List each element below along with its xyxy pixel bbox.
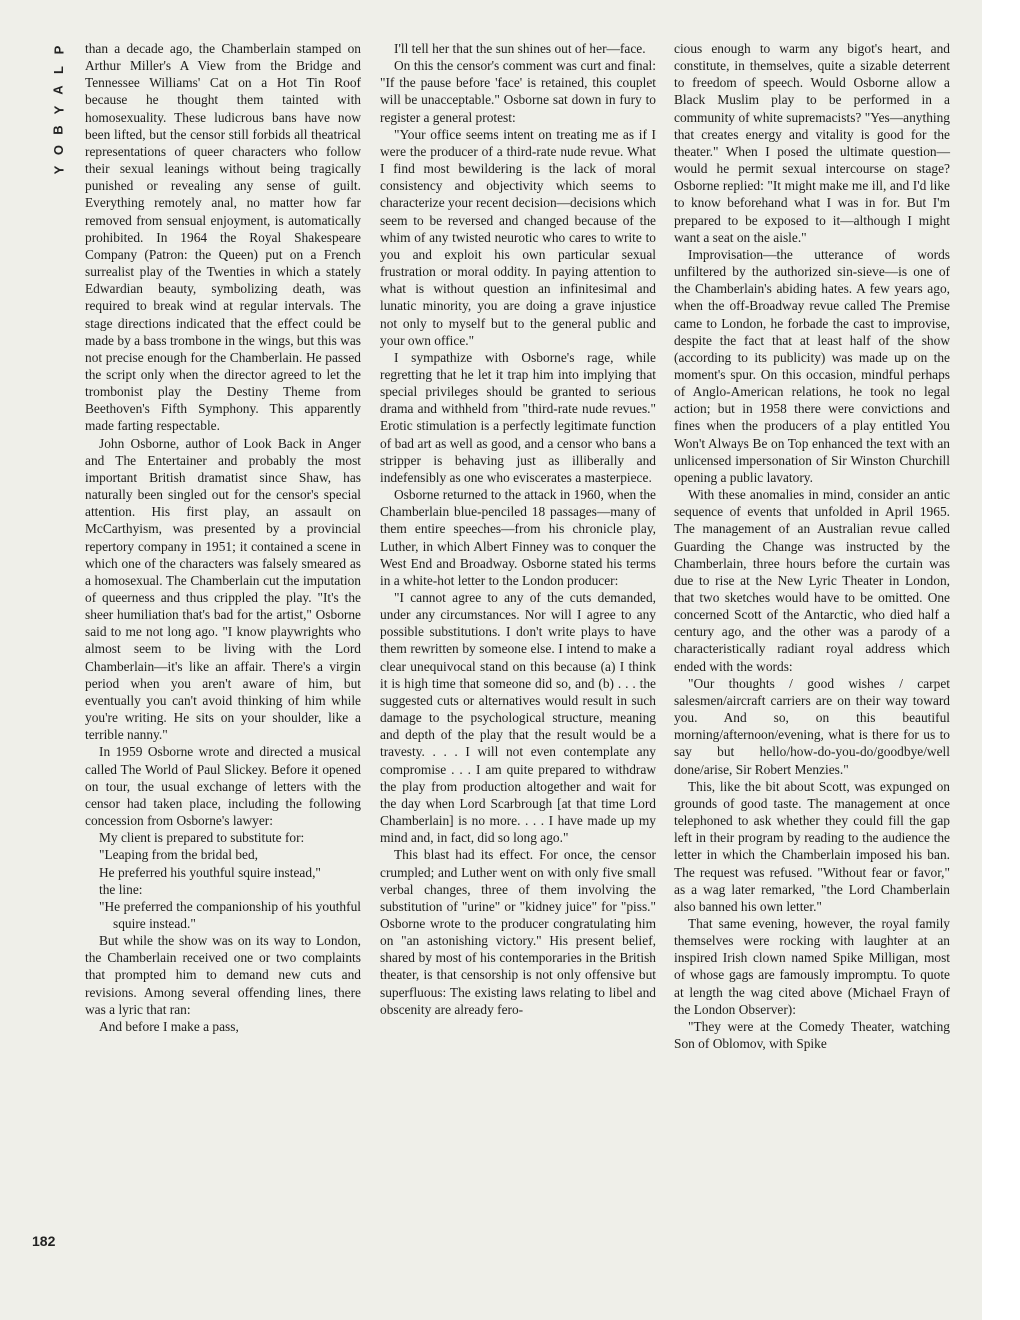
masthead-letter: Y: [50, 165, 66, 175]
paragraph: Osborne returned to the attack in 1960, when the Chamberlain blue-penciled 18 passages—many of them entire speeches—from his chronicle play, Luther, in which Albert Finney was to conquer the West End and Broadway. Osborne stated his terms in a white-hot letter to the London producer:: [380, 487, 656, 588]
masthead-letter: A: [50, 85, 66, 95]
paragraph: "He preferred the companionship of his youthful squire instead.": [99, 898, 361, 931]
paragraph: On this the censor's comment was curt and final: "If the pause before 'face' is retained, this couplet will be unacceptable." Osborne sat down in fury to register a general protest:: [380, 58, 656, 125]
paragraph: Improvisation—the utterance of words unfiltered by the authorized sin-sieve—is one of the Chamberlain's abiding hates. A few years ago, when the off-Broadway revue called The Premise came to London, he forbade the cast to improvise, despite the fact that at least half of the show (according to its publicity) was made up on the moment's spur. On this occasion, mindful perhaps of Anglo-American relations, he took no legal action; but in 1958 there were convictions and fines when the producers of a play entitled You Won't Always Be on Top enhanced the text with an unlicensed impersonation of Sir Winston Churchill opening a public lavatory.: [674, 246, 950, 485]
masthead-letter: O: [51, 144, 66, 156]
paragraph: "Leaping from the bridal bed,: [99, 847, 259, 863]
masthead-letter: P: [50, 45, 66, 55]
paragraph: "Our thoughts / good wishes / carpet salesmen/aircraft carriers are on their way toward you. And so, on this beautiful morning/afternoon/evening, what is there for us to say but hello/how-do-you-do/goodbye/well done/arise, Sir Robert Menzies.": [674, 675, 950, 777]
paragraph: "I cannot agree to any of the cuts demanded, under any circumstances. Nor will I agree to any possible substitutions. I don't write plays to have them rewritten by someone else. I intend to make a clear unequivocal stand on this because (a) I think it is high time that someone did so, and (b) . . . the suggested cuts or alternatives would result in such damage to the psychological structure, meaning and depth of the play that the result would be a travesty. . . . I will not even contemplate any compromise . . . I am quite prepared to withdraw the play from production altogether and wait for the day when Lord Scarbrough [at that time Lord Chamberlain] is no more. . . . I have made up my mind and, in fact, did so long ago.": [380, 590, 656, 846]
masthead-letter: L: [50, 66, 66, 74]
masthead-letter: Y: [50, 105, 66, 115]
paragraph: This, like the bit about Scott, was expunged on grounds of good taste. The management at once telephoned to ask whether they could fill the gap left in their program by reading to the audience the letter in which the Chamberlain imposed his ban. The request was refused. "Without fear or favor," as a wag later remarked, "the Lord Chamberlain also banned his own letter.": [674, 778, 950, 914]
paragraph: I'll tell her that the sun shines out of her—face.: [394, 41, 646, 56]
text-column-1: [85, 40, 361, 1035]
masthead-vertical: [48, 40, 70, 180]
paragraph: This blast had its effect. For once, the censor crumpled; and Luther went on with only five small verbal changes, three of them involving the substitution of "urine" or "kidney juice" for "piss." Osborne wrote to the producer congratulating him on "an astonishing victory." His present belief, shared by most of his contemporaries in the British theater, is that censorship is not only offensive but superfluous: The existing laws relating to libel and obscenity are already fero-: [380, 847, 656, 1017]
text-column-2: [380, 40, 656, 1018]
paragraph: than a decade ago, the Chamberlain stamped on Arthur Miller's A View from the Bridge and Tennessee Williams' Cat on a Hot Tin Roof because he thought them tainted with homosexuality. These ludicrous bans have now been lifted, but the censor still forbids all theatrical representations of queer characters who follow their sexual leanings without being tragically punished or revealing any sense of guilt. Everything remotely anal, no matter how far removed from sensual enjoyment, is automatically prohibited. In 1964 the Royal Shakespeare Company (Patron: the Queen) put on a French surrealist play of the Twenties in which a stately Edwardian beauty, symbolizing death, was required to break wind at regular intervals. The stage directions indicated that the effect could be made by a bass trombone in the wings, but this was not precise enough for the Chamberlain. He passed the script only when the director agreed to let the trombonist play the Destiny Theme from Beethoven's Fifth Symphony. This apparently made farting respectable.: [85, 41, 361, 434]
paragraph: the line:: [99, 881, 143, 897]
paragraph: That same evening, however, the royal family themselves were rocking with laughter at an inspired Irish clown named Spike Milligan, most of whose gags are famously impromptu. To quote at length the wag cited above (Michael Frayn of the London Observer):: [674, 915, 950, 1017]
paragraph: "Your office seems intent on treating me as if I were the producer of a third-rate nude revue. What I find most bewildering is the lack of moral consistency and objectivity which seems to characterize your recent decision—decisions which seem to be reversed and changed because of the whim of any twisted neurotic who cares to write to you and exploit his own particular sexual frustration or moral oddity. In paying attention to what is without question an infinitesimal and lunatic minority, you are doing a grave injustice not only to myself but to the general public and your own office.": [380, 126, 656, 348]
paragraph: But while the show was on its way to London, the Chamberlain received one or two complaints that prompted him to demand new cuts and revisions. Among several offending lines, there was a lyric that ran:: [85, 933, 361, 1017]
paragraph: He preferred his youthful squire instead,": [99, 864, 321, 880]
text-column-3: [674, 40, 950, 1052]
page-number: 182: [32, 1233, 56, 1249]
paragraph: In 1959 Osborne wrote and directed a musical called The World of Paul Slickey. Before it opened on tour, the usual exchange of letters with the censor had taken place, including the following concession from Osborne's lawyer:: [85, 744, 361, 829]
paragraph: I sympathize with Osborne's rage, while regretting that he let it trap him into implying that special privileges should be granted to serious drama and withheld from "third-rate nude revues." Erotic stimulation is a perfectly legitimate function of bad art as well as good, and a censor who bans a stripper is behaving just as illiberally and indefensibly as one who eviscerates a masterpiece.: [380, 349, 656, 485]
paragraph: "They were at the Comedy Theater, watching Son of Oblomov, with Spike: [674, 1018, 950, 1052]
paragraph: cious enough to warm any bigot's heart, and constitute, in themselves, quite a sizable deterrent to freedom of speech. Would Osborne allow a Black Muslim play to be performed in a community of white supremacists? "Yes—anything that creates energy and vitality is good for the theater." When I posed the ultimate question—would he permit sexual intercourse on stage? Osborne replied: "It might make me ill, and I'd like to know beforehand what I was in for. But I'm prepared to be exposed to it—although I might want a seat on the aisle.": [674, 41, 950, 245]
paragraph: My client is prepared to substitute for:: [99, 830, 305, 846]
paragraph: John Osborne, author of Look Back in Anger and The Entertainer and probably the most important British dramatist since Shaw, has naturally been singled out for the censor's special attention. His first play, an assault on McCarthyism, was presented by a provincial repertory company in 1951; it contained a scene in which one of the characters was falsely smeared as a homosexual. The Chamberlain cut the imputation of queerness and thus crippled the play. "It's the sheer humiliation that's bad for the artist," Osborne said to me not long ago. "I know playwrights who almost seem to be living with the Lord Chamberlain—it's like an affair. There's a virgin period when you aren't aware of him, but eventually you can't avoid thinking of him while you're writing. He sits on your shoulder, like a terrible nanny.": [85, 435, 361, 743]
paragraph: With these anomalies in mind, consider an antic sequence of events that unfolded in April 1965. The management of an Australian revue called Guarding the Change was instructed by the Chamberlain, three hours before the curtain was due to rise at the New Lyric Theater in London, that two sketches would have to be omitted. One concerned Scott of the Antarctic, who died half a century ago, and the other was a parody of a characteristically radiant royal address which ended with the words:: [674, 487, 950, 674]
paragraph: And before I make a pass,: [99, 1018, 239, 1034]
masthead-letter: B: [50, 125, 66, 135]
